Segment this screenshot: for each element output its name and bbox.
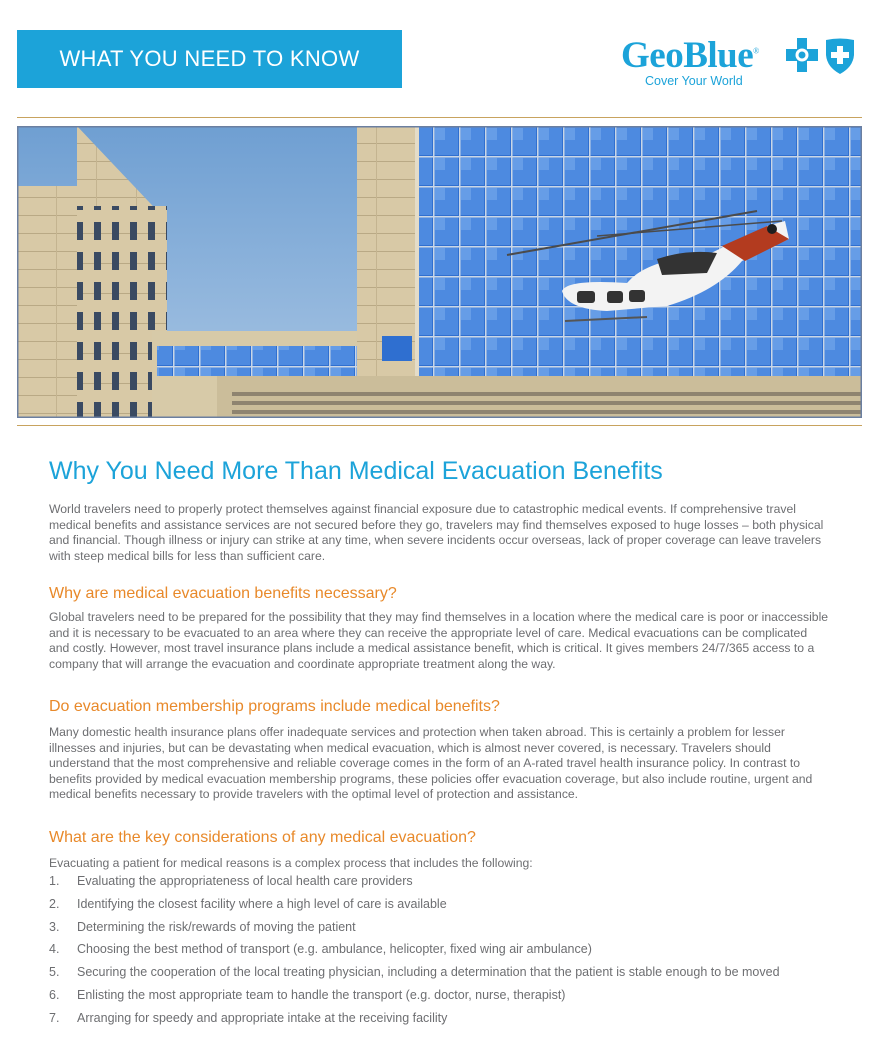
section-heading-membership: Do evacuation membership programs include medical benefits? bbox=[49, 698, 500, 715]
intro-paragraph: World travelers need to properly protect themselves against financial exposure due to catastrophic medical events. If comprehensive travel medical benefits and assistance services are not secured before they go, travelers may find themselves exposed to huge losses – both physical and financial. Though illness or injury can strike at any time, when severe incidents occur overseas, lack of proper coverage can leave travelers with steep medical bills for less than sufficient care. bbox=[49, 502, 824, 563]
list-number: 7. bbox=[49, 1010, 60, 1025]
list-item bbox=[49, 988, 780, 1011]
section-body-considerations: Evacuating a patient for medical reasons is a complex process that includes the following: bbox=[49, 856, 533, 870]
hero-photo-helicopter bbox=[17, 126, 862, 418]
section-heading-considerations: What are the key considerations of any medical evacuation? bbox=[49, 829, 476, 846]
list-text: Determining the risk/rewards of moving the patient bbox=[77, 919, 356, 934]
section-body-necessary: Global travelers need to be prepared for the possibility that they may find themselves in a location where the medical care is poor or inaccessible and it is necessary to be evacuated to an area where they can receive the appropriate level of care. Medical evacuations can be complicated and costly. However, most travel insurance plans include a medical assistance benefit, which is critical. It gives members 24/7/365 access to a company that will arrange the evacuation and coordinate appropriate treatment along the way. bbox=[49, 610, 829, 671]
list-item bbox=[49, 942, 780, 965]
considerations-list bbox=[49, 874, 780, 1034]
divider-bottom bbox=[17, 425, 862, 426]
list-item bbox=[49, 897, 780, 920]
list-item bbox=[49, 1011, 780, 1034]
logo-wordmark: GeoBlue® bbox=[621, 35, 759, 76]
section-body-membership: Many domestic health insurance plans offer inadequate services and protection when taken abroad. This is certainly a problem for lesser illnesses and injuries, but can be devastating when medical evacuation, which is almost never covered, is necessary. Travelers should understand that the most comprehensive and reliable coverage comes in the form of an A-rated travel health insurance policy. In contrast to benefits provided by medical evacuation membership programs, these policies offer evacuation coverage, but also include routine, urgent and medical benefits necessary to provide travelers with the optimal level of protection and assistance. bbox=[49, 725, 813, 802]
list-text: Securing the cooperation of the local treating physician, including a determination that the patient is stable enough to be moved bbox=[77, 965, 780, 980]
page-title: Why You Need More Than Medical Evacuation Benefits bbox=[49, 457, 663, 485]
geoblue-logo bbox=[618, 34, 863, 94]
section-banner: WHAT YOU NEED TO KNOW bbox=[17, 30, 402, 88]
list-number: 5. bbox=[49, 965, 60, 980]
list-number: 2. bbox=[49, 896, 60, 911]
blue-shield-icon bbox=[823, 37, 857, 75]
list-text: Enlisting the most appropriate team to handle the transport (e.g. doctor, nurse, therapist) bbox=[77, 987, 566, 1002]
list-item bbox=[49, 920, 780, 943]
list-number: 6. bbox=[49, 987, 60, 1002]
list-item bbox=[49, 874, 780, 897]
list-item bbox=[49, 965, 780, 988]
list-text: Arranging for speedy and appropriate intake at the receiving facility bbox=[77, 1010, 448, 1025]
list-number: 1. bbox=[49, 874, 60, 888]
list-text: Choosing the best method of transport (e.g. ambulance, helicopter, fixed wing air ambulance) bbox=[77, 942, 592, 957]
list-text: Identifying the closest facility where a high level of care is available bbox=[77, 896, 447, 911]
divider-top bbox=[17, 117, 862, 118]
list-number: 3. bbox=[49, 919, 60, 934]
section-heading-necessary: Why are medical evacuation benefits necessary? bbox=[49, 585, 397, 602]
list-text: Evaluating the appropriateness of local health care providers bbox=[77, 874, 413, 888]
list-number: 4. bbox=[49, 942, 60, 957]
blue-cross-icon bbox=[785, 37, 819, 73]
logo-tagline: Cover Your World bbox=[645, 74, 743, 88]
